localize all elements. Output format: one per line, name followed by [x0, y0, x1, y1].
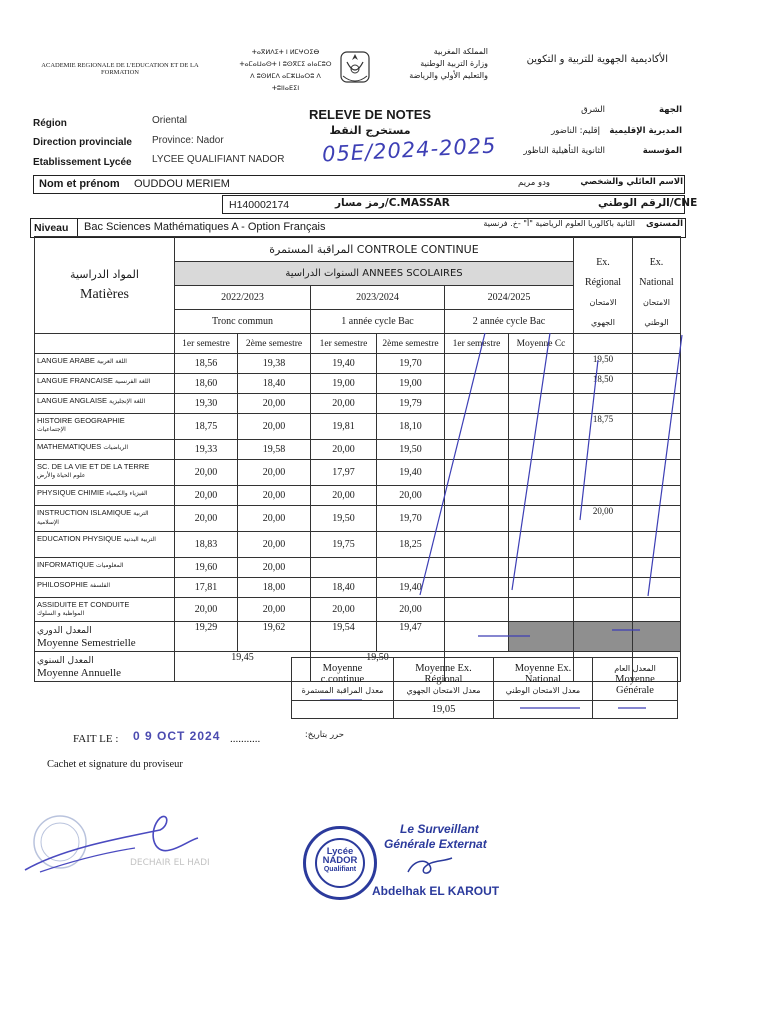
regional-grade-cell: 20,00	[574, 506, 633, 532]
summary-table	[291, 657, 678, 719]
grade-cell: 17,81	[175, 578, 238, 598]
summary-general-header	[593, 658, 678, 701]
cne-label: الرقم الوطني/CNE	[598, 197, 698, 209]
grade-cell: 20,00	[311, 394, 377, 414]
grade-cell: 19,79	[377, 394, 445, 414]
summary-general-h2: Moyenne	[615, 673, 655, 685]
ex-regional-h2: Régional	[584, 277, 622, 288]
massar-label: رمز مسار/C.MASSAR	[335, 197, 450, 209]
summary-national-value	[494, 701, 593, 719]
level-ar-label: المستوى	[645, 219, 683, 229]
semester-average-cell: 19,54	[311, 622, 377, 652]
grade-cell: 18,75	[175, 414, 238, 440]
subject-name-fr: SC. DE LA VIE ET DE LA TERRE	[37, 462, 150, 471]
summary-regional-header	[394, 658, 494, 701]
ministry-ar-1: وزارة التربية الوطنية	[420, 59, 488, 68]
subject-name-fr: PHILOSOPHIE	[37, 580, 88, 589]
grade-cell: 19,33	[175, 440, 238, 460]
subject-name-ar: الفيزياء والكيمياء	[106, 490, 148, 497]
handwritten-reference: 05E/2024-2025	[321, 133, 498, 167]
subject-name-fr: HISTOIRE GEOGRAPHIE	[37, 416, 125, 425]
ex-national-h3: الامتحان	[643, 298, 670, 307]
grade-cell: 20,00	[238, 414, 311, 440]
subject-name-fr: INSTRUCTION ISLAMIQUE	[37, 508, 132, 517]
issue-date: 0 9 OCT 2024	[133, 729, 221, 743]
student-name-value: OUDDOU MERIEM	[134, 178, 230, 190]
summary-national-h3: معدل الامتحان الوطني	[505, 685, 581, 695]
grade-cell: 20,00	[175, 506, 238, 532]
summary-cc-h1: Moyenne	[322, 662, 363, 674]
subject-name-ar: اللغة الإنجليزية	[109, 398, 146, 405]
grade-cell: 20,00	[175, 486, 238, 506]
grade-cell: 19,81	[311, 414, 377, 440]
province-value: Province: Nador	[152, 135, 224, 146]
cne-value: H140002174	[229, 199, 290, 211]
province-ar-value: إقليم: الناضور	[551, 126, 600, 136]
grade-cell: 19,70	[377, 506, 445, 532]
grade-cell: 18,83	[175, 532, 238, 558]
subject-name-fr: INFORMATIQUE	[37, 560, 94, 569]
semester-average-label-fr: Moyenne Semestrielle	[37, 637, 136, 649]
semester-average-label-ar: المعدل الدوري	[37, 626, 92, 636]
date-label-ar: حرر بتاريخ:	[304, 730, 344, 740]
region-value: Oriental	[152, 115, 188, 126]
grade-cell: 19,58	[238, 440, 311, 460]
principal-signature-icon	[20, 800, 240, 890]
level-ar-value: الثانية باكالوريا العلوم الرياضية "أ" -خ. فرنسية	[483, 219, 635, 228]
page-title-ar: مستخرج النقط	[329, 124, 411, 137]
annual-average-label-ar: المعدل السنوي	[37, 656, 94, 666]
subject-name-ar: التربية البدنية	[123, 536, 156, 543]
cycle-3: 2 année cycle Bac	[445, 310, 574, 334]
subject-name-ar: التربية الإسلامية	[37, 510, 149, 526]
summary-cc-h2: c.continue	[320, 673, 365, 685]
semester-average-cell: 19,47	[377, 622, 445, 652]
school-ar-label: المؤسسة	[642, 146, 682, 156]
summary-regional-h2: Régional	[424, 673, 463, 685]
grade-cell: 20,00	[238, 394, 311, 414]
ministry-ar-2: والتعليم الأولي والرياضة	[409, 71, 488, 80]
subject-name-fr: LANGUE FRANCAISE	[37, 376, 113, 385]
fait-le-label: FAIT LE :	[73, 733, 119, 745]
summary-national-header	[494, 658, 593, 701]
level-value: Bac Sciences Mathématiques A - Option Français	[84, 221, 326, 233]
grade-cell: 20,00	[238, 558, 311, 578]
annual-average-cell: 19,50	[311, 652, 445, 682]
pen-stroke	[420, 333, 485, 595]
grade-cell: 20,00	[175, 460, 238, 486]
year-1: 2022/2023	[175, 286, 311, 310]
grade-cell: 19,00	[377, 374, 445, 394]
academy-name-ar: الأكاديمية الجهوية للتربية و التكوين	[526, 54, 668, 65]
subject-name-fr: ASSIDUITE ET CONDUITE	[37, 600, 130, 609]
subject-name-ar: اللغة الفرنسية	[114, 378, 151, 385]
academy-name-fr: ACADEMIE REGIONALE DE L'EDUCATION ET DE LA FORMATION	[41, 62, 199, 76]
pen-stroke	[580, 360, 598, 520]
svg-text:DECHAIR EL HADI: DECHAIR EL HADI	[130, 858, 210, 868]
subject-name-ar: اللغة العربية	[97, 358, 127, 365]
grade-cell: 20,00	[238, 532, 311, 558]
subject-name-ar: المعلوميات	[96, 562, 124, 569]
grade-cell: 18,60	[175, 374, 238, 394]
surveillant-signature-icon	[400, 852, 460, 882]
summary-cc-h3: معدل المراقبة المستمرة	[301, 685, 384, 695]
semester-header: 2ème semestre	[238, 334, 311, 354]
tifinagh-line-1: ⵜⴰⴳⵍⴷⵉⵜ ⵏ ⵍⵎⵖⵔⵉⴱ	[251, 48, 320, 56]
grade-cell: 20,00	[377, 486, 445, 506]
date-dots: ...........	[230, 733, 261, 745]
grade-cell: 19,50	[377, 440, 445, 460]
subjects-header-fr: Matières	[80, 286, 129, 302]
regional-grade-cell: 19,50	[574, 354, 633, 374]
pen-stroke	[512, 333, 550, 590]
semester-average-cell: 19,29	[175, 622, 238, 652]
years-header: السنوات الدراسية ANNEES SCOLAIRES	[175, 262, 574, 286]
subject-name-fr: EDUCATION PHYSIQUE	[37, 534, 122, 543]
semester-header: 1er semestre	[311, 334, 377, 354]
cycle-2: 1 année cycle Bac	[311, 310, 445, 334]
surveillant-title-1: Le Surveillant	[400, 822, 479, 836]
student-name-label: Nom et prénom	[39, 178, 120, 190]
summary-general-h1: المعدل العام	[614, 663, 656, 673]
summary-national-h1: Moyenne Ex.	[514, 662, 572, 674]
ex-national-h4: الوطني	[644, 318, 669, 327]
cc-header: المراقبة المستمرة CONTROLE CONTINUE	[175, 237, 574, 262]
grade-cell: 18,00	[238, 578, 311, 598]
grade-cell: 20,00	[311, 598, 377, 622]
stamp-text-line2: NADOR	[322, 855, 358, 866]
grade-cell: 20,00	[238, 486, 311, 506]
grade-cell: 19,40	[377, 578, 445, 598]
stamp-text-line1: Lycée	[326, 846, 354, 857]
summary-cc-header	[292, 658, 394, 701]
semester-header: Moyenne Cc	[509, 334, 574, 354]
subject-name-fr: LANGUE ANGLAISE	[37, 396, 108, 405]
grade-cell: 19,70	[377, 354, 445, 374]
grade-cell: 20,00	[377, 598, 445, 622]
grade-cell: 19,60	[175, 558, 238, 578]
summary-general-h3: Générale	[616, 684, 654, 696]
subject-name-ar: الإجتماعيات	[37, 426, 66, 433]
grade-cell: 19,40	[377, 460, 445, 486]
grade-cell: 20,00	[175, 598, 238, 622]
grade-cell: 19,75	[311, 532, 377, 558]
region-ar-value: الشرق	[581, 105, 605, 115]
stamp-text-line3: Qualifiant	[323, 866, 357, 873]
semester-header: 2ème semestre	[377, 334, 445, 354]
summary-general-value	[593, 701, 678, 719]
pen-stroke	[648, 335, 682, 596]
subject-name-ar: الفلسفة	[89, 582, 111, 589]
surveillant-title-2: Générale Externat	[384, 837, 487, 851]
tifinagh-line-2: ⵜⴰⵎⴰⵡⴰⵙⵜ ⵏ ⵓⵙⴳⵎⵉ ⴰⵏⴰⵎⵓⵔ	[239, 60, 332, 68]
grade-cell: 18,40	[238, 374, 311, 394]
year-3: 2024/2025	[445, 286, 574, 310]
year-2: 2023/2024	[311, 286, 445, 310]
grade-cell: 19,38	[238, 354, 311, 374]
student-name-ar-label: الاسم العائلي والشخصي	[580, 177, 683, 187]
level-label: Niveau	[34, 222, 69, 234]
subject-name-ar: علوم الحياة والأرض	[37, 472, 86, 479]
grade-cell: 20,00	[238, 506, 311, 532]
school-value: LYCEE QUALIFIANT NADOR	[152, 154, 285, 165]
cycle-1: Tronc commun	[175, 310, 311, 334]
subject-name-fr: PHYSIQUE CHIMIE	[37, 488, 105, 497]
grade-cell: 19,30	[175, 394, 238, 414]
subject-name-ar: الرياضيات	[103, 444, 129, 451]
grade-cell: 19,00	[311, 374, 377, 394]
stamp-text	[315, 847, 365, 874]
surveillant-name: Abdelhak EL KAROUT	[372, 884, 500, 898]
province-label: Direction provinciale	[33, 137, 132, 148]
tifinagh-line-3: ⴷ ⵓⵙⵍⵎⴷ ⴰⵎⵣⵡⴰⵔⵓ ⴷ ⵜⵓⵏⵏⴰⴹⵉⵏ	[250, 72, 321, 92]
summary-cc-value	[292, 701, 394, 719]
regional-grade-cell: 18,75	[574, 414, 633, 440]
grade-cell: 20,00	[311, 486, 377, 506]
school-label: Etablissement Lycée	[33, 157, 132, 168]
annual-average-cell: 19,45	[175, 652, 311, 682]
grade-cell: 20,00	[238, 598, 311, 622]
semester-average-cell: 19,62	[238, 622, 311, 652]
subjects-header-ar: المواد الدراسية	[70, 267, 139, 281]
summary-national-h2: National	[524, 673, 562, 685]
kingdom-ar: المملكة المغربية	[433, 47, 488, 56]
semester-header: 1er semestre	[445, 334, 509, 354]
cachet-label: Cachet et signature du proviseur	[47, 759, 183, 770]
ex-national-h2: National	[639, 277, 674, 288]
ex-regional-h1: Ex.	[596, 257, 610, 268]
region-label: Région	[33, 118, 67, 129]
semester-header: 1er semestre	[175, 334, 238, 354]
grade-cell: 19,40	[311, 354, 377, 374]
grade-cell: 18,25	[377, 532, 445, 558]
grade-cell: 19,50	[311, 506, 377, 532]
subject-name-ar: المواظبة و السلوك	[37, 610, 85, 617]
subject-name-fr: LANGUE ARABE	[37, 356, 95, 365]
ex-national-h1: Ex.	[649, 257, 664, 268]
subject-name-fr: MATHEMATIQUES	[37, 442, 102, 451]
province-ar-label: المديرية الإقليمية	[609, 126, 682, 136]
grade-cell: 20,00	[311, 440, 377, 460]
grade-cell: 18,40	[311, 578, 377, 598]
summary-regional-value: 19,05	[394, 701, 494, 719]
school-ar-value: الثانوية التأهيلية الناظور	[523, 146, 605, 156]
grade-cell: 17,97	[311, 460, 377, 486]
student-name-ar-value: ودو مريم	[518, 178, 550, 188]
ex-regional-h3: الامتحان	[589, 298, 617, 307]
grade-cell: 18,56	[175, 354, 238, 374]
summary-regional-h3: معدل الامتحان الجهوي	[406, 685, 481, 695]
grade-cell: 18,10	[377, 414, 445, 440]
region-ar-label: الجهة	[659, 105, 682, 115]
page-title: RELEVE DE NOTES	[308, 107, 432, 122]
grade-cell: 20,00	[238, 460, 311, 486]
annual-average-label-fr: Moyenne Annuelle	[37, 667, 122, 679]
summary-regional-h1: Moyenne Ex.	[415, 662, 472, 674]
ex-regional-h4: الجهوي	[591, 318, 615, 327]
regional-grade-cell: 18,50	[574, 374, 633, 394]
